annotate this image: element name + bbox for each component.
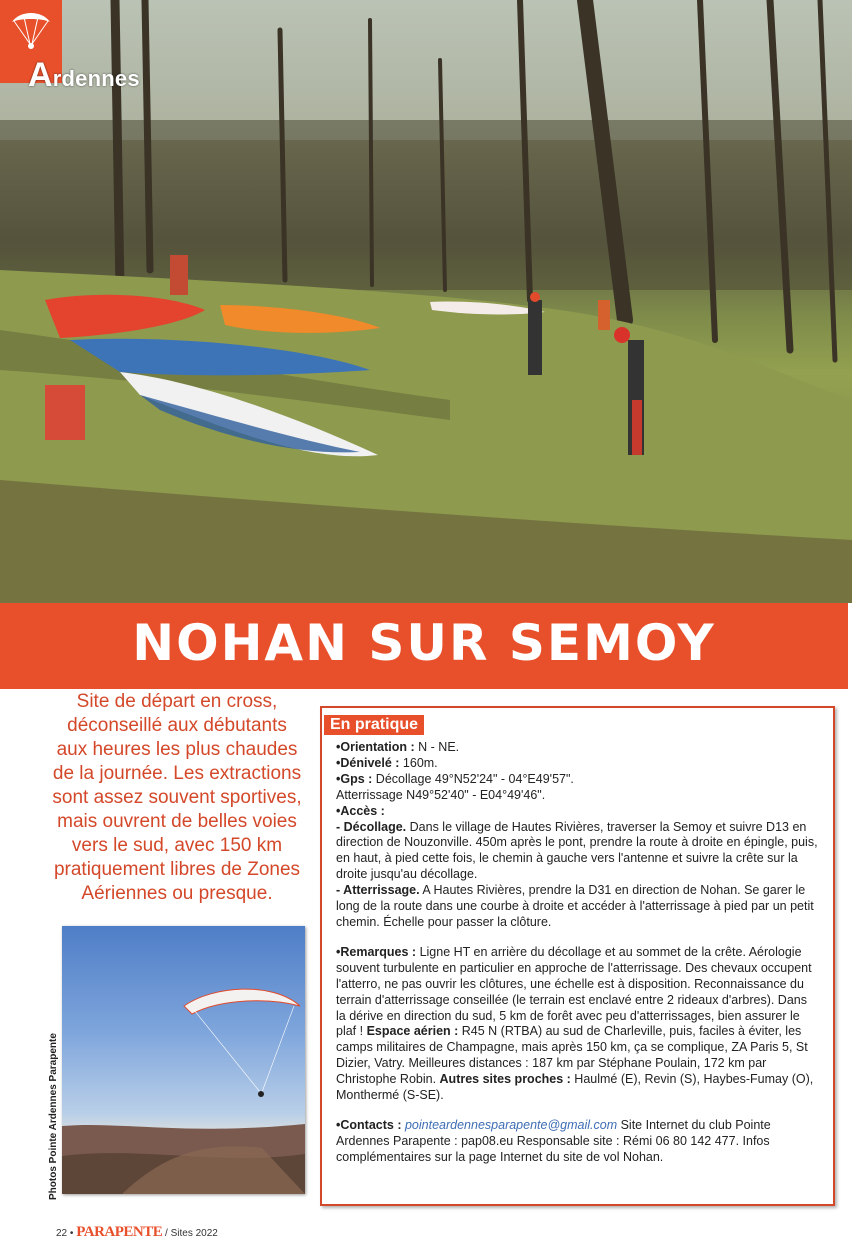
atterrissage-paragraph: - Atterrissage. A Hautes Rivières, prendre la D31 en direction de Nohan. Se garer le long de la route dans une courbe à droite et accéder à l'atterrissage à pied par un petit chemin. Échelle pour passer la clôture. — [336, 883, 814, 929]
contact-email-link[interactable]: pointeardennesparapente@gmail.com — [404, 1117, 618, 1132]
info-heading: En pratique — [324, 715, 424, 735]
contacts-paragraph: •Contacts : pointeardennesparapente@gmail.com Site Internet du club Pointe Ardennes Parapente : pap08.eu Responsable site : Rémi 06 80 142 477. Infos complémentaires sur la page Internet du site de vol Nohan. — [336, 1117, 771, 1164]
region-badge-label: Ardennes — [28, 56, 140, 94]
gps-line: •Gps : Décollage 49°N52'24" - 04°E49'57". — [336, 771, 574, 786]
gps-landing-line: Atterrissage N49°52'40" - E04°49'46". — [336, 787, 546, 802]
paraglider-illustration — [62, 926, 305, 1194]
intro-text: Site de départ en cross, déconseillé aux débutants aux heures les plus chaudes de la journée. Les extractions sont assez souvent sportives, mais ouvrent de belles voies vers le sud, avec 150 km pratiquement libres de Zones Aériennes ou presque. — [52, 691, 302, 904]
page-title: NOHAN SUR SEMOY — [132, 614, 716, 672]
page-footer — [56, 1224, 218, 1241]
footer-separator: • — [69, 1228, 74, 1239]
denivele-line: •Dénivelé : 160m. — [336, 755, 438, 770]
photo-credit: Photos Pointe Ardennes Parapente — [48, 1033, 59, 1200]
remarques-paragraph: •Remarques : Ligne HT en arrière du décollage et au sommet de la crête. Aérologie souvent turbulente en particulier en approche de l'atterrissage. Des chevaux occupent l'atterro, ne pas ouvrir les clôtures, une échelle est à disposition. Reconnaissance du terrain d'atterrissage conseillée (le terrain est enclavé entre 2 rideaux d'arbres). Dans la dérive en direction du sud, 5 km de forêt avec peu d'atterrissages, bien assurer le plaf ! Espace aérien : R45 N (RTBA) au sud de Charleville, puis, faciles à éviter, les camps militaires de Champagne, mais après 150 km, ça se complique, ZA Paris 5, St Dizier, Vatry. Meilleures distances : 187 km par Stéphane Poulain, 172 km par Christophe Robin. Autres sites proches : Haulmé (E), Revin (S), Haybes-Fumay (O), Monthermé (S-SE). — [336, 944, 814, 1103]
info-content — [336, 740, 820, 1166]
issue-label: / Sites 2022 — [165, 1228, 218, 1239]
paraglider-icon — [8, 6, 54, 52]
acces-line: •Accès : — [336, 803, 385, 818]
decollage-paragraph: - Décollage. Dans le village de Hautes Rivières, traverser la Semoy et suivre D13 en direction de Nouzonville. 450m après le pont, prendre la route à droite en épingle, puis, en haut, à pied cette fois, le chemin à gauche vers l'antenne et suivre la crête sur la droite jusqu'au décollage. — [336, 819, 818, 882]
orientation-line: •Orientation : N - NE. — [336, 740, 460, 754]
paraglider-photo — [62, 926, 305, 1194]
magazine-logo: PARAPENTE — [76, 1224, 163, 1240]
page-number: 22 — [56, 1228, 68, 1239]
